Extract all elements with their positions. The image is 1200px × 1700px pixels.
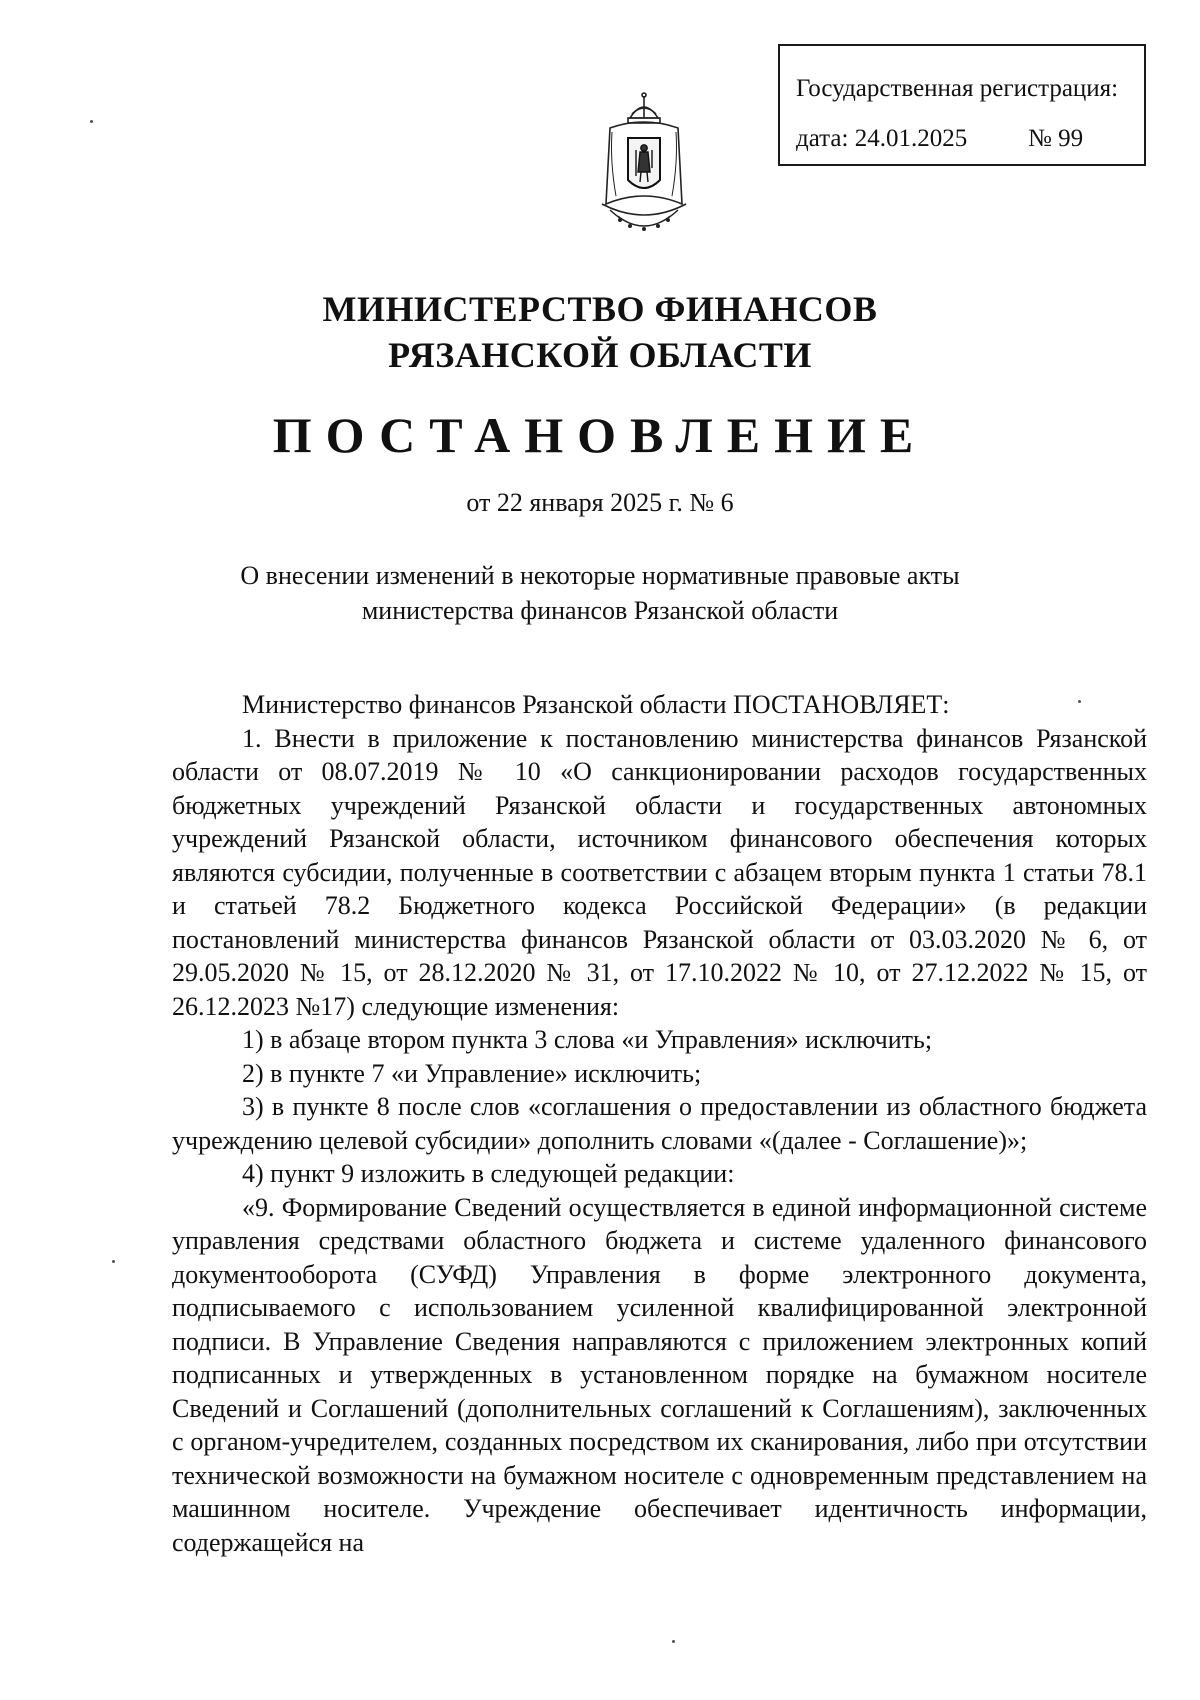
body-paragraph-new-clause-9: «9. Формирование Сведений осуществляется в единой информационной системе управления средствами областного бюджета и системе удаленного финансового документооборота (СУФД) Управления в форме электронного документа, подписываемого с использованием усиленной квалифицированной электронной подписи. В Управление Сведения направляются с приложением электронных копий подписанных и утвержденных в установленном порядке на бумажном носителе Сведений и Соглашений (дополнительных соглашений к Соглашениям), заключенных с органом-учредителем, созданных посредством их сканирования, либо при отсутствии технической возможности на бумажном носителе с одновременным представлением на машинном носителе. Учреждение обеспечивает идентичность информации, содержащейся на <box>172 1192 1147 1557</box>
registration-label: Государственная регистрация: <box>796 75 1119 102</box>
registration-stamp <box>778 44 1146 166</box>
body-paragraph-subitem-3: 3) в пункте 8 после слов «соглашения о предоставлении из областного бюджета учреждению целевой субсидии» дополнить словами «(далее - Соглашение)»; <box>172 1092 1147 1155</box>
document-date-number: от 22 января 2025 г. № 6 <box>466 488 734 517</box>
ministry-name-line1: МИНИСТЕРСТВО ФИНАНСОВ <box>322 289 878 329</box>
scan-speck <box>90 120 93 123</box>
body-paragraph-subitem-4: 4) пункт 9 изложить в следующей редакции: <box>242 1159 735 1188</box>
ministry-name <box>0 286 1200 378</box>
subject-line2: министерства финансов Рязанской области <box>361 596 839 625</box>
ryazan-coat-of-arms-icon <box>590 92 698 246</box>
scan-speck <box>672 1640 675 1643</box>
document-body <box>172 688 1147 1559</box>
body-paragraph-subitem-2: 2) в пункте 7 «и Управление» исключить; <box>242 1058 702 1088</box>
scan-speck <box>1078 700 1081 703</box>
body-paragraph-item-1: 1. Внести в приложение к постановлению министерства финансов Рязанской области от 08.07.2019 № 10 «О санкционировании расходов государственных бюджетных учреждений Рязанской области и государственных автономных учреждений Рязанской области, источником финансового обеспечения которых являются субсидии, полученные в соответствии с абзацем вторым пункта 1 статьи 78.1 и статьей 78.2 Бюджетного кодекса Российской Федерации» (в редакции постановлений министерства финансов Рязанской области от 03.03.2020 № 6, от 29.05.2020 № 15, от 28.12.2020 № 31, от 17.10.2022 № 10, от 27.12.2022 № 15, от 26.12.2023 №17) следующие изменения: <box>172 723 1147 1021</box>
subject-line1: О внесении изменений в некоторые нормативные правовые акты <box>240 561 960 590</box>
body-paragraph-preamble: Министерство финансов Рязанской области ПОСТАНОВЛЯЕТ: <box>242 690 950 719</box>
body-paragraph-subitem-1: 1) в абзаце втором пункта 3 слова «и Управления» исключить; <box>242 1025 933 1054</box>
registration-date-row <box>796 114 1144 164</box>
scan-speck <box>112 1260 115 1263</box>
registration-number: № 99 <box>1028 125 1084 152</box>
ministry-name-line2: РЯЗАНСКОЙ ОБЛАСТИ <box>388 335 812 375</box>
document-type-title: ПОСТАНОВЛЕНИЕ <box>272 407 928 463</box>
document-subject <box>0 558 1200 628</box>
registration-date: дата: 24.01.2025 <box>796 125 968 152</box>
